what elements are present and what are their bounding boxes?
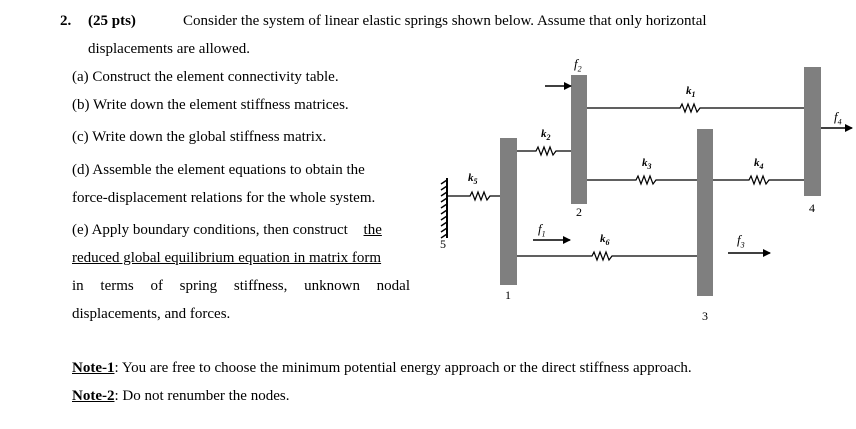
spring-k1-label — [686, 85, 696, 101]
spring-k3-letter: k — [642, 157, 648, 169]
spring-k5-letter: k — [468, 172, 474, 184]
fixed-wall-support — [441, 178, 447, 238]
force-f4-letter: f — [834, 109, 838, 124]
question-number: 2. — [60, 13, 72, 29]
force-f4-sub: 4 — [837, 117, 842, 127]
node-4-bar — [804, 67, 821, 196]
part-e-line1-text: (e) Apply boundary conditions, then construct — [72, 222, 348, 238]
part-e-line4: displacements, and forces. — [72, 306, 231, 322]
note-1-label: Note-1 — [72, 360, 115, 376]
spring-k2 — [517, 147, 571, 155]
node-2-bar — [571, 75, 587, 204]
force-f2-letter: f — [574, 56, 578, 71]
spring-k6-letter: k — [600, 233, 606, 245]
spring-k2-letter: k — [541, 128, 547, 140]
spring-k2-sub: 2 — [546, 133, 551, 143]
part-a: (a) Construct the element connectivity table. — [72, 69, 339, 85]
spring-k4-label — [754, 157, 764, 173]
part-b: (b) Write down the element stiffness matrices. — [72, 97, 349, 113]
part-d-line2: force-displacement relations for the whole system. — [72, 190, 376, 206]
spring-k4 — [713, 176, 804, 184]
question-intro-line1: Consider the system of linear elastic springs shown below. Assume that only horizontal — [183, 13, 707, 29]
node-2-label: 2 — [576, 205, 582, 219]
spring-k4-letter: k — [754, 157, 760, 169]
force-f3-sub: 3 — [740, 240, 745, 250]
question-intro-line2: displacements are allowed. — [88, 41, 251, 57]
spring-k1 — [587, 104, 804, 112]
spring-k3-sub: 3 — [647, 162, 652, 172]
node-3-label: 3 — [702, 309, 708, 323]
force-f1-label — [538, 222, 546, 242]
force-f2-label — [574, 57, 582, 77]
part-e-line2: reduced global equilibrium equation in matrix form — [72, 250, 382, 266]
force-f1-sub: 1 — [541, 229, 546, 239]
node-4-label: 4 — [809, 201, 815, 215]
spring-k2-label — [541, 128, 551, 144]
part-d-line1: (d) Assemble the element equations to obtain the — [72, 162, 365, 178]
node-1-bar — [500, 138, 517, 285]
node-3-bar — [697, 129, 713, 296]
note-2-label: Note-2 — [72, 388, 115, 404]
spring-k6 — [517, 252, 697, 260]
force-f4-label — [834, 110, 842, 130]
spring-k5 — [447, 192, 500, 200]
spring-k6-sub: 6 — [605, 238, 610, 248]
node-5-label: 5 — [440, 237, 446, 251]
spring-k3 — [587, 176, 697, 184]
part-e-line1-underlined: the — [363, 222, 382, 238]
note-2-text: : Do not renumber the nodes. — [114, 388, 290, 404]
spring-k5-sub: 5 — [473, 177, 478, 187]
force-f3-label — [737, 233, 745, 253]
spring-k5-label — [468, 172, 478, 188]
force-f2-sub: 2 — [577, 64, 582, 74]
note-1-text: : You are free to choose the minimum potential energy approach or the direct stiffness approach. — [114, 360, 692, 376]
spring-k1-sub: 1 — [691, 90, 696, 100]
node-1-label: 1 — [505, 288, 511, 302]
question-points: (25 pts) — [88, 13, 136, 29]
force-f3-letter: f — [737, 232, 741, 247]
spring-k4-sub: 4 — [759, 162, 764, 172]
force-f1-letter: f — [538, 221, 542, 236]
spring-k3-label — [642, 157, 652, 173]
part-c: (c) Write down the global stiffness matrix. — [72, 129, 327, 145]
part-e-line3: in terms of spring stiffness, unknown nodal — [72, 278, 410, 294]
spring-k1-letter: k — [686, 85, 692, 97]
spring-k6-label — [600, 233, 610, 249]
